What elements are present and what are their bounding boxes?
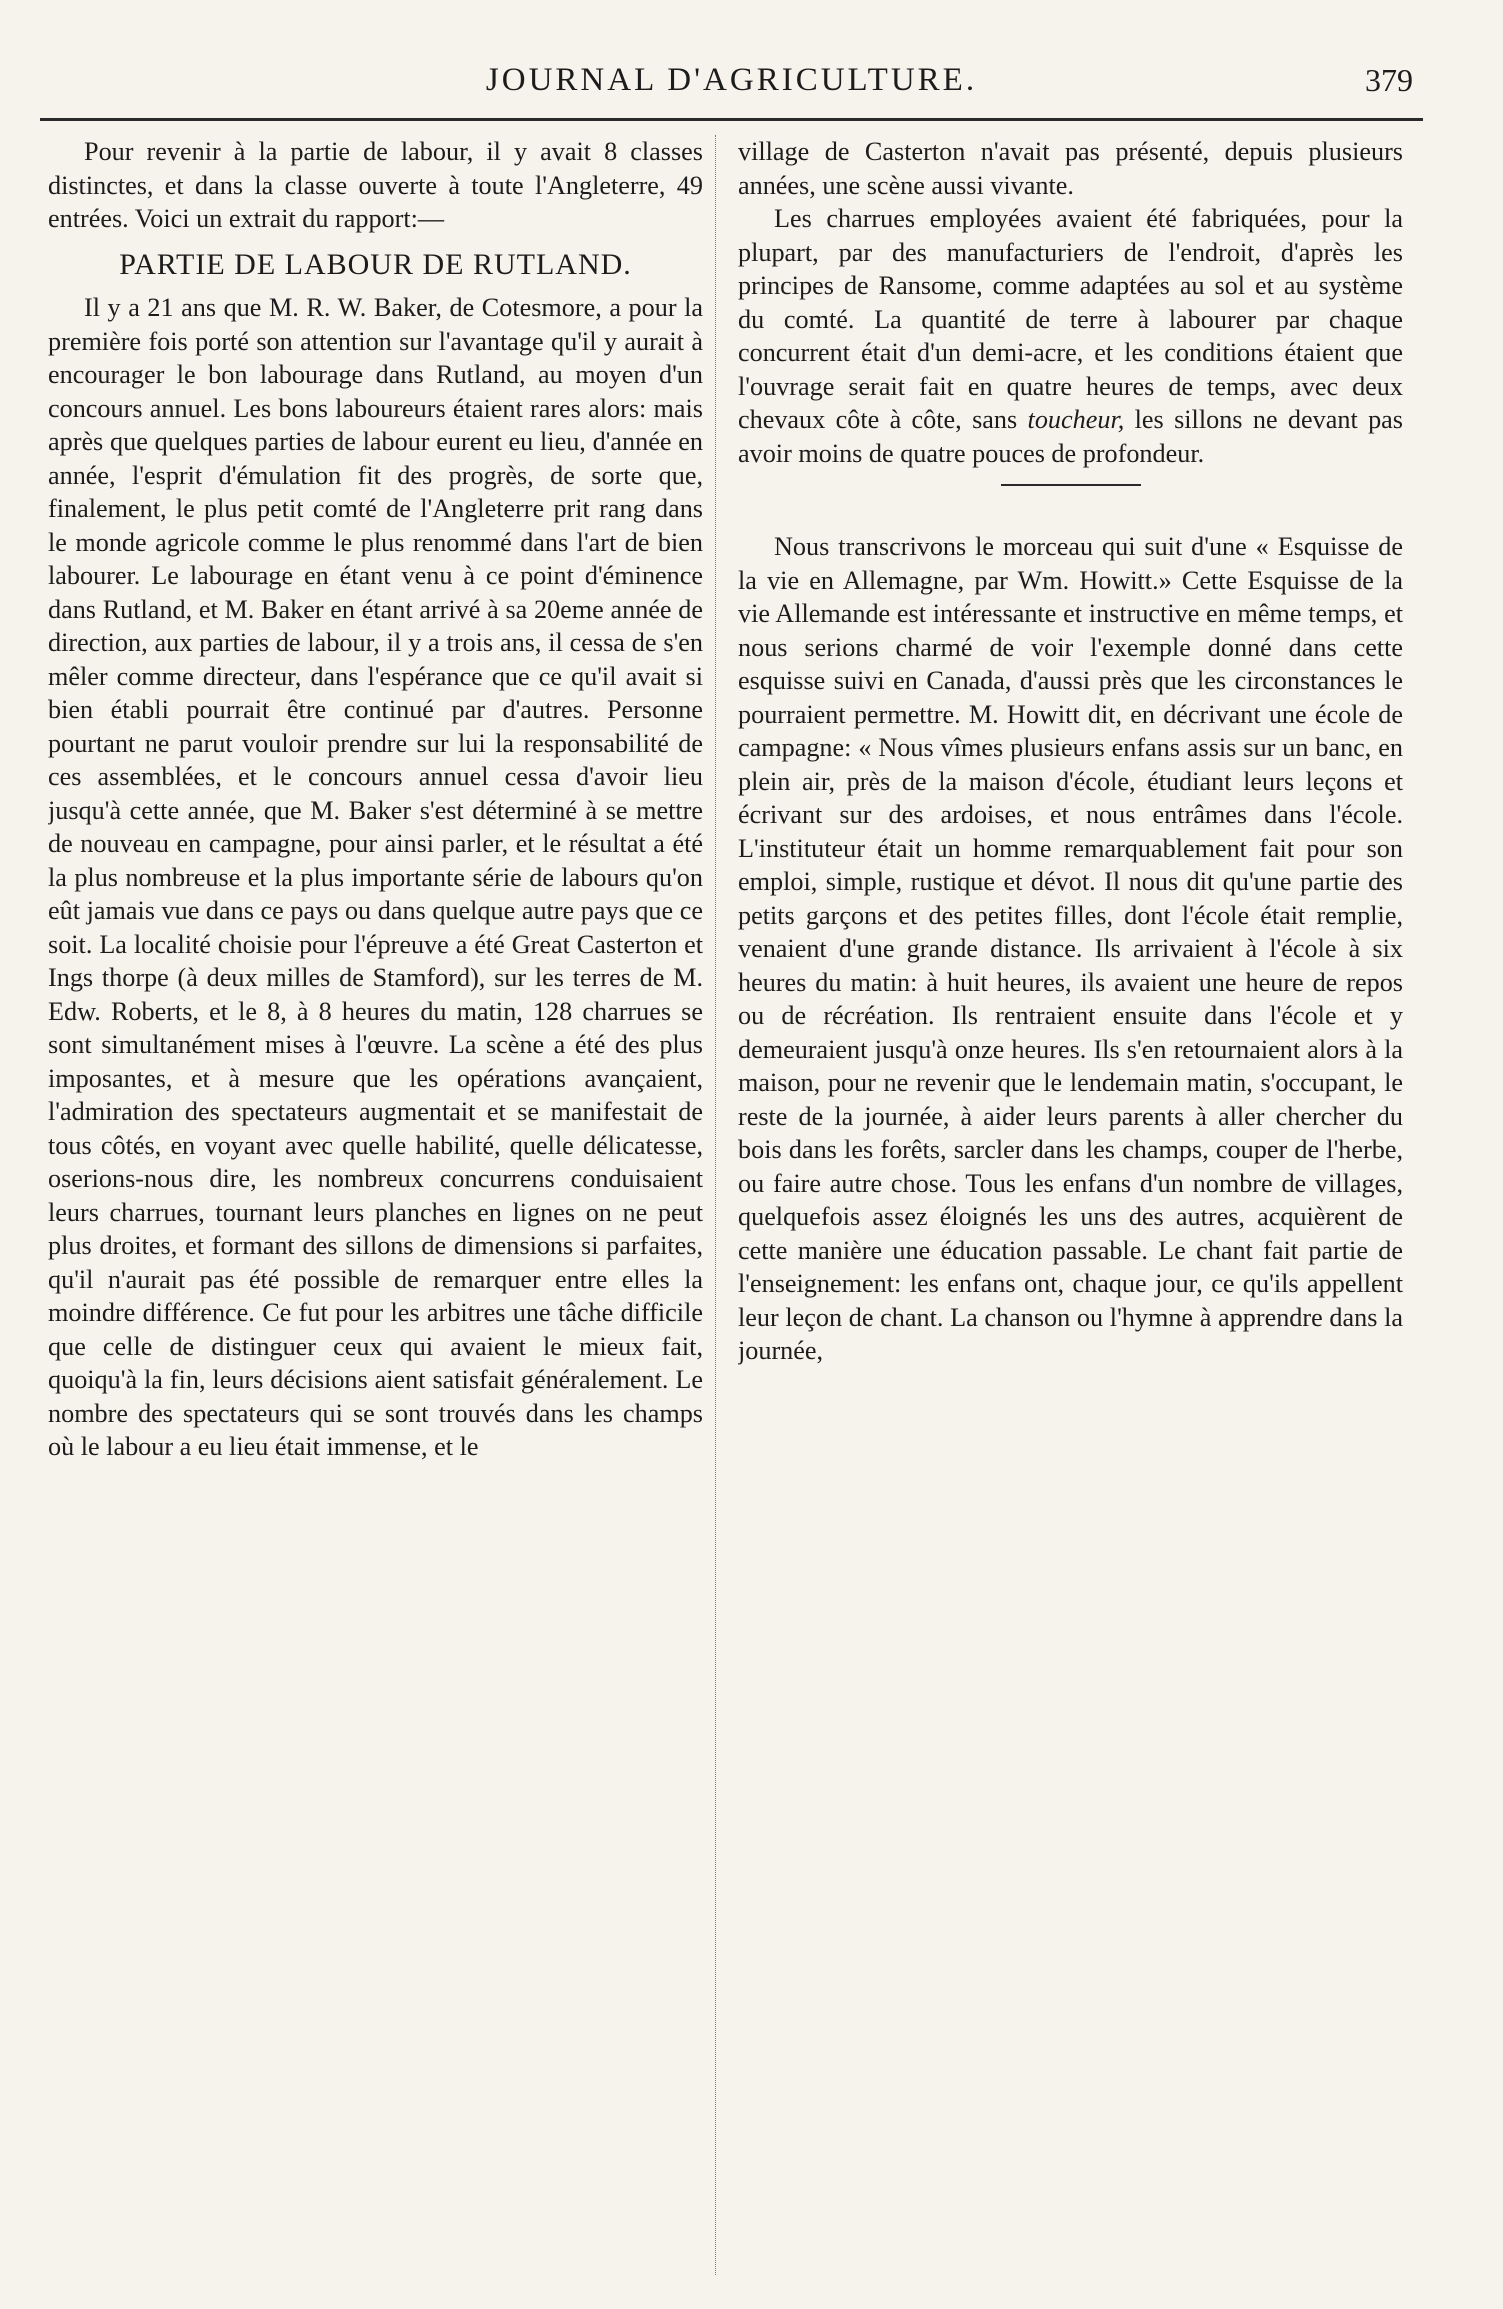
running-title: JOURNAL D'AGRICULTURE. <box>485 62 978 98</box>
column-divider <box>715 135 716 2275</box>
right-paragraph-3: Nous transcrivons le morceau qui suit d'une « Esquisse de la vie en Allemagne, par Wm. Howitt.» Cette Esquisse de la vie Allemande est intéressante et instructive en même temps, et nous serions charmé de voir l'exemple donné dans cette esquisse suivi en Canada, d'aussi près que les circonstances le pourraient permettre. M. Howitt dit, en décrivant une école de campagne: « Nous vîmes plusieurs enfans assis sur un banc, en plein air, près de la maison d'école, étudiant leurs leçons et écrivant sur des ardoises, et nous entrâmes dans l'école. L'instituteur était un homme remarquablement fait pour son emploi, simple, rustique et dévot. Il nous dit qu'une partie des petits garçons et des petites filles, dont l'école était remplie, venaient d'une grande distance. Ils arrivaient à l'école à six heures du matin: à huit heures, ils avaient une heure de repos ou de récréation. Ils rentraient ensuite dans l'école et y demeuraient jusqu'à onze heures. Ils s'en retournaient alors à la maison, pour ne revenir que le lendemain matin, s'occupant, le reste de la journée, à aider leurs parents à aller chercher du bois dans les forêts, sarcler dans les champs, couper de l'herbe, ou faire autre chose. Tous les enfans d'un nombre de villages, quelquefois assez éloignés les uns des autres, acquièrent de cette manière une éducation passable. Le chant fait partie de l'enseignement: les enfans ont, chaque jour, ce qu'ils appellent leur leçon de chant. La chanson ou l'hymne à apprendre dans la journée, <box>738 532 1403 1365</box>
section-heading: PARTIE DE LABOUR DE RUTLAND. <box>119 247 632 281</box>
italic-word: toucheur, <box>1027 405 1125 434</box>
left-paragraph-2: Il y a 21 ans que M. R. W. Baker, de Cotesmore, a pour la première fois porté son attention sur l'avantage qu'il y aurait à encourager le bon labourage dans Rutland, au moyen d'un concours annuel. Les bons laboureurs étaient rares alors: mais après que quelques parties de labour eurent eu lieu, d'année en année, l'esprit d'émulation fit des progrès, de sorte que, finalement, le plus petit comté de l'Angleterre prit rang dans le monde agricole comme le plus renommé dans l'art de bien labourer. Le labourage en étant venu à ce point d'éminence dans Rutland, et M. Baker en étant arrivé à sa 20eme année de direction, aux parties de labour, il y a trois ans, il cessa de s'en mêler comme directeur, dans l'espérance que ce qu'il avait si bien établi pourrait être continué par d'autres. Personne pourtant ne parut vouloir prendre sur lui la responsabilité de ces assemblées, et le concours annuel cessa d'avoir lieu jusqu'à cette année, que M. Baker s'est déterminé à se mettre de nouveau en campagne, pour ainsi parler, et le résultat a été la plus nombreuse et la plus importante série de labours qu'on eût jamais vue dans ce pays ou dans quelque autre pays que ce soit. La localité choisie pour l'épreuve a été Great Casterton et Ings thorpe (à deux milles de Stamford), sur les terres de M. Edw. Roberts, et le 8, à 8 heures du matin, 128 charrues se sont simultanément mises à l'œuvre. La scène a été des plus imposantes, et à mesure que les opérations avançaient, l'admiration des spectateurs augmentait et se manifestait de tous côtés, en voyant avec quelle habilité, quelle délicatesse, oserions-nous dire, les nombreux concurrens conduisaient leurs charrues, tournant leurs planches en lignes on ne peut plus droites, et formant des sillons de dimensions si parfaites, qu'il n'aurait pas été possible de remarquer entre elles la moindre différence. Ce fut pour les arbitres une tâche difficile que celle de distinguer ceux qui avaient le mieux fait, quoiqu'à la fin, leurs décisions aient satisfait généralement. Le nombre des spectateurs qui se sont trouvés dans les champs où le labour a eu lieu était immense, et le <box>48 293 703 1461</box>
header-rule <box>40 118 1423 121</box>
right-paragraph-1: village de Casterton n'avait pas présenté, depuis plusieurs années, une scène aussi vivante. <box>738 137 1403 200</box>
right-paragraph-2 <box>738 202 1403 470</box>
left-column <box>48 135 703 2275</box>
section-separator-rule <box>1001 484 1141 486</box>
right-paragraph-2-end: les sillons ne devant pas avoir moins de quatre pouces de profondeur. <box>738 405 1403 468</box>
right-paragraph-2-start: Les charrues employées avaient été fabriquées, pour la plupart, par des manufacturiers de l'endroit, d'après les principes de Ransome, comme adaptées au sol et au système du comté. La quantité de terre à labourer par chaque concurrent était d'un demi-acre, et les conditions étaient que l'ouvrage serait fait en quatre heures de temps, avec deux chevaux côte à côte, sans <box>738 204 1403 434</box>
page-header <box>40 62 1423 112</box>
page-number: 379 <box>1365 62 1413 98</box>
left-paragraph-1: Pour revenir à la partie de labour, il y avait 8 classes distinctes, et dans la classe ouverte à toute l'Angleterre, 49 entrées. Voici un extrait du rapport:— <box>48 137 703 233</box>
spacer <box>738 508 1403 530</box>
right-column <box>738 135 1403 2275</box>
